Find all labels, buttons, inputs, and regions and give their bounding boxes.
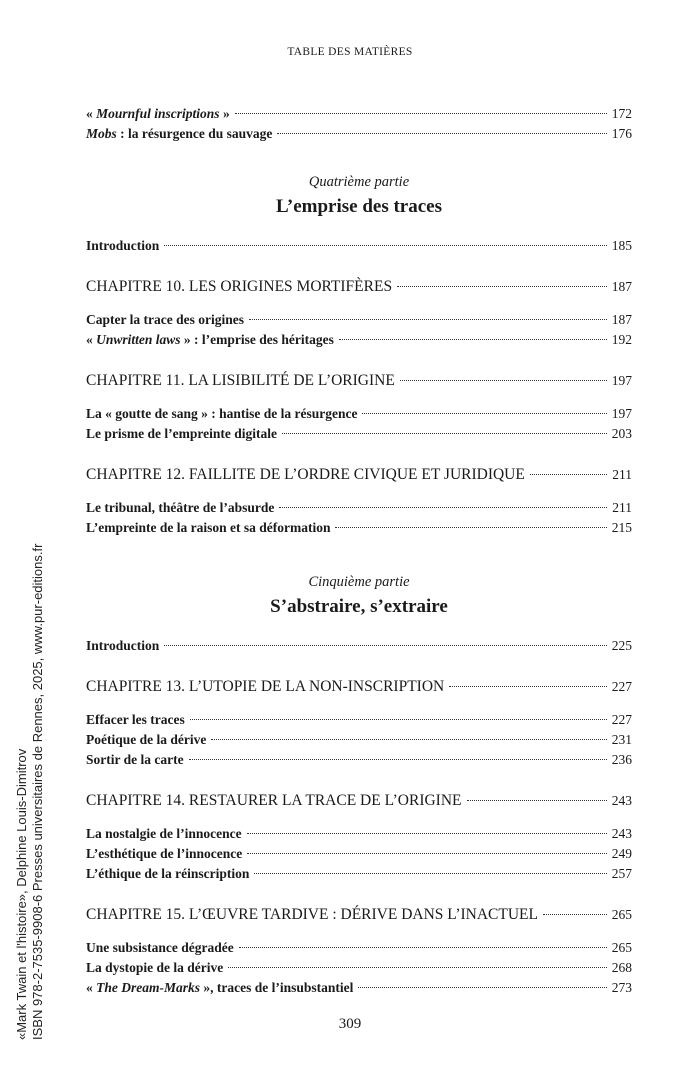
entry-title: « Mournful inscriptions » <box>86 106 230 121</box>
chapter-title: CHAPITRE 15. L’ŒUVRE TARDIVE : DÉRIVE DANS L’INACTUEL <box>86 906 538 923</box>
side-credit-line-2: ISBN 978-2-7535-9908-6 Presses universitaires de Rennes, 2025, www.pur-editions.fr <box>30 543 45 1040</box>
toc-entry <box>86 978 632 998</box>
dot-leader <box>282 433 607 434</box>
entry-title: Le prisme de l’empreinte digitale <box>86 426 277 441</box>
dot-leader <box>239 947 607 948</box>
dot-leader <box>247 833 607 834</box>
page-ref: 172 <box>611 106 632 121</box>
page-ref: 231 <box>611 732 632 747</box>
part-label: Quatrième partie <box>308 174 410 190</box>
page-ref: 227 <box>611 679 632 694</box>
part-heading <box>86 572 632 620</box>
toc-entry <box>86 310 632 330</box>
toc-entry <box>86 710 632 730</box>
entry-title: Effacer les traces <box>86 712 185 727</box>
page-ref: 257 <box>611 866 632 881</box>
chapter-heading <box>86 276 632 298</box>
entry-title: Une subsistance dégradée <box>86 940 234 955</box>
page-ref: 265 <box>611 907 632 922</box>
page-ref: 211 <box>612 500 632 515</box>
side-credit-line-1: «Mark Twain et l'histoire», Delphine Louis-Dimitrov <box>14 748 29 1040</box>
page-ref: 192 <box>611 332 632 347</box>
page-ref: 243 <box>611 826 632 841</box>
side-credit <box>14 544 46 1040</box>
page-ref: 268 <box>611 960 632 975</box>
dot-leader <box>543 914 607 915</box>
toc-entry <box>86 844 632 864</box>
dot-leader <box>235 113 607 114</box>
part-title: S’abstraire, s’extraire <box>270 596 448 617</box>
chapter-heading <box>86 676 632 698</box>
dot-leader <box>228 967 607 968</box>
entry-title: « Unwritten laws » : l’emprise des héritages <box>86 332 334 347</box>
chapter-title: CHAPITRE 11. LA LISIBILITÉ DE L’ORIGINE <box>86 372 395 389</box>
toc-entry <box>86 424 632 444</box>
toc-entry <box>86 330 632 350</box>
chapter-heading <box>86 904 632 926</box>
toc-entry <box>86 730 632 750</box>
toc-entry <box>86 404 632 424</box>
toc-entry <box>86 750 632 770</box>
dot-leader <box>247 853 607 854</box>
page-ref: 225 <box>611 638 632 653</box>
chapter-heading <box>86 464 632 486</box>
toc-entry <box>86 824 632 844</box>
page-ref: 187 <box>611 312 632 327</box>
dot-leader <box>362 413 606 414</box>
toc-entry <box>86 864 632 884</box>
page-ref: 197 <box>611 373 632 388</box>
entry-title: L’esthétique de l’innocence <box>86 846 243 861</box>
entry-title: Introduction <box>86 238 160 253</box>
dot-leader <box>211 739 606 740</box>
dot-leader <box>400 380 607 381</box>
chapter-title: CHAPITRE 12. FAILLITE DE L’ORDRE CIVIQUE ET JURIDIQUE <box>86 466 525 483</box>
page-ref: 236 <box>611 752 632 767</box>
part-title: L’emprise des traces <box>275 196 443 217</box>
dot-leader <box>339 339 607 340</box>
dot-leader <box>449 686 607 687</box>
page-ref: 187 <box>611 279 632 294</box>
chapter-heading <box>86 370 632 392</box>
page-ref: 185 <box>611 238 632 253</box>
dot-leader <box>467 800 607 801</box>
toc-entry <box>86 124 632 144</box>
chapter-title: CHAPITRE 13. L’UTOPIE DE LA NON-INSCRIPTION <box>86 678 445 695</box>
entry-title: Introduction <box>86 638 160 653</box>
dot-leader <box>249 319 607 320</box>
dot-leader <box>254 873 606 874</box>
chapter-title: CHAPITRE 14. RESTAURER LA TRACE DE L’ORIGINE <box>86 792 462 809</box>
entry-title: Sortir de la carte <box>86 752 184 767</box>
toc-entry <box>86 518 632 538</box>
toc-entry-introduction <box>86 636 632 656</box>
dot-leader <box>397 286 607 287</box>
chapter-heading <box>86 790 632 812</box>
dot-leader <box>164 245 606 246</box>
page-ref: 273 <box>611 980 632 995</box>
entry-title: Mobs : la résurgence du sauvage <box>86 126 273 141</box>
page-ref: 243 <box>611 793 632 808</box>
page-ref: 211 <box>612 467 632 482</box>
dot-leader <box>164 645 606 646</box>
entry-title: La dystopie de la dérive <box>86 960 224 975</box>
toc-entry-introduction <box>86 236 632 256</box>
entry-title: La « goutte de sang » : hantise de la résurgence <box>86 406 358 421</box>
chapter-title: CHAPITRE 10. LES ORIGINES MORTIFÈRES <box>86 278 393 295</box>
entry-title: La nostalgie de l’innocence <box>86 826 242 841</box>
dot-leader <box>530 474 607 475</box>
toc-entry <box>86 498 632 518</box>
page-ref: 197 <box>611 406 632 421</box>
dot-leader <box>190 719 607 720</box>
part-heading <box>86 172 632 220</box>
page-ref: 176 <box>611 126 632 141</box>
dot-leader <box>189 759 607 760</box>
table-of-contents <box>86 104 632 998</box>
running-header: TABLE DES MATIÈRES <box>287 46 413 58</box>
entry-title: Poétique de la dérive <box>86 732 207 747</box>
dot-leader <box>277 133 606 134</box>
page-ref: 215 <box>611 520 632 535</box>
entry-title: « The Dream-Marks », traces de l’insubstantiel <box>86 980 354 995</box>
dot-leader <box>335 527 606 528</box>
dot-leader <box>358 987 606 988</box>
entry-title: L’empreinte de la raison et sa déformation <box>86 520 331 535</box>
entry-title: Capter la trace des origines <box>86 312 244 327</box>
page-ref: 249 <box>611 846 632 861</box>
page-ref: 203 <box>611 426 632 441</box>
part-label: Cinquième partie <box>308 574 410 590</box>
dot-leader <box>279 507 607 508</box>
toc-entry <box>86 938 632 958</box>
toc-entry <box>86 958 632 978</box>
entry-title: L’éthique de la réinscription <box>86 866 250 881</box>
entry-title: Le tribunal, théâtre de l’absurde <box>86 500 275 515</box>
toc-entry <box>86 104 632 124</box>
page-ref: 265 <box>611 940 632 955</box>
page-ref: 227 <box>611 712 632 727</box>
page-number: 309 <box>338 1016 362 1032</box>
